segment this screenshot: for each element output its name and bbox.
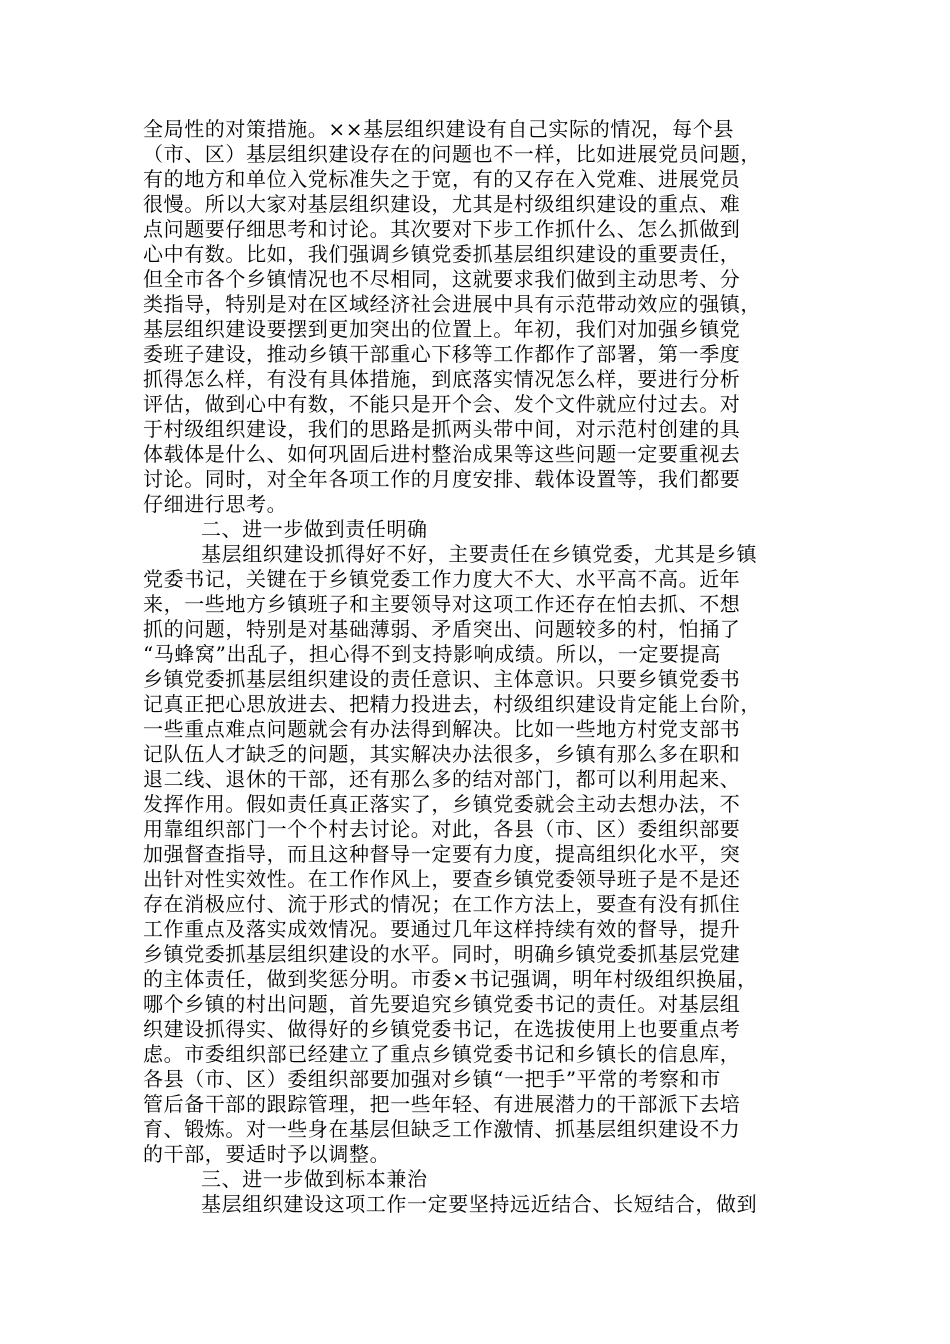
paragraph-line: 发挥作用。假如责任真正落实了，乡镇党委就会主动去想办法，不 — [143, 792, 741, 816]
paragraph-line: 仔细进行思考。 — [143, 492, 288, 516]
paragraph-line: 很慢。所以大家对基层组织建设，尤其是村级组织建设的重点、难 — [143, 192, 741, 216]
paragraph-line: 抓的问题，特别是对基础薄弱、矛盾突出、问题较多的村，怕捅了 — [143, 617, 741, 641]
paragraph-line: 的主体责任，做到奖惩分明。市委×书记强调，明年村级组织换届， — [143, 967, 758, 991]
paragraph-line: 有的地方和单位入党标准失之于宽，有的又存在入党难、进展党员 — [143, 167, 741, 191]
paragraph-line: 的干部，要适时予以调整。 — [143, 1142, 391, 1166]
paragraph-line: 基层组织建设要摆到更加突出的位置上。年初，我们对加强乡镇党 — [143, 317, 741, 341]
paragraph-line: 用靠组织部门一个个村去讨论。对此，各县（市、区）委组织部要 — [143, 817, 741, 841]
paragraph-line: 存在消极应付、流于形式的情况；在工作方法上，要查有没有抓住 — [143, 892, 741, 916]
paragraph-line: 乡镇党委抓基层组织建设的责任意识、主体意识。只要乡镇党委书 — [143, 667, 741, 691]
paragraph-line: 出针对性实效性。在工作作风上，要查乡镇党委领导班子是不是还 — [143, 867, 741, 891]
paragraph-line: 体载体是什么、如何巩固后进村整治成果等这些问题一定要重视去 — [143, 442, 741, 466]
paragraph-line: 基层组织建设抓得好不好，主要责任在乡镇党委，尤其是乡镇 — [201, 542, 758, 566]
paragraph-line: 讨论。同时，对全年各项工作的月度安排、载体设置等，我们都要 — [143, 467, 741, 491]
paragraph-line: 工作重点及落实成效情况。要通过几年这样持续有效的督导，提升 — [143, 917, 741, 941]
paragraph-line: 但全市各个乡镇情况也不尽相同，这就要求我们做到主动思考、分 — [143, 267, 741, 291]
section-heading: 三、进一步做到标本兼治 — [201, 1167, 428, 1191]
paragraph-line: 哪个乡镇的村出问题，首先要追究乡镇党委书记的责任。对基层组 — [143, 992, 741, 1016]
paragraph-line: 评估，做到心中有数，不能只是开个会、发个文件就应付过去。对 — [143, 392, 741, 416]
paragraph-line: 育、锻炼。对一些身在基层但缺乏工作激情、抓基层组织建设不力 — [143, 1117, 741, 1141]
paragraph-line: 记队伍人才缺乏的问题，其实解决办法很多，乡镇有那么多在职和 — [143, 742, 741, 766]
paragraph-line: 抓得怎么样，有没有具体措施，到底落实情况怎么样，要进行分析 — [143, 367, 741, 391]
paragraph-line: 心中有数。比如，我们强调乡镇党委抓基层组织建设的重要责任， — [143, 242, 741, 266]
paragraph-line: 委班子建设，推动乡镇干部重心下移等工作都作了部署，第一季度 — [143, 342, 741, 366]
paragraph-line: 一些重点难点问题就会有办法得到解决。比如一些地方村党支部书 — [143, 717, 741, 741]
paragraph-line: 退二线、退休的干部，还有那么多的结对部门，都可以利用起来、 — [143, 767, 741, 791]
paragraph-line: 各县（市、区）委组织部要加强对乡镇“一把手”平常的考察和市 — [143, 1067, 721, 1091]
paragraph-line: “马蜂窝”出乱子，担心得不到支持影响成绩。所以，一定要提高 — [143, 642, 721, 666]
section-heading: 二、进一步做到责任明确 — [201, 517, 428, 541]
paragraph-line: 虑。市委组织部已经建立了重点乡镇党委书记和乡镇长的信息库， — [143, 1042, 741, 1066]
paragraph-line: 基层组织建设这项工作一定要坚持远近结合、长短结合，做到 — [201, 1192, 758, 1216]
document-body — [143, 117, 807, 1217]
paragraph-line: 于村级组织建设，我们的思路是抓两头带中间，对示范村创建的具 — [143, 417, 741, 441]
paragraph-line: 点问题要仔细思考和讨论。其次要对下步工作抓什么、怎么抓做到 — [143, 217, 741, 241]
paragraph-line: 加强督查指导，而且这种督导一定要有力度，提高组织化水平，突 — [143, 842, 741, 866]
paragraph-line: 党委书记，关键在于乡镇党委工作力度大不大、水平高不高。近年 — [143, 567, 741, 591]
paragraph-line: 织建设抓得实、做得好的乡镇党委书记，在选拔使用上也要重点考 — [143, 1017, 741, 1041]
paragraph-line: 记真正把心思放进去、把精力投进去，村级组织建设肯定能上台阶， — [143, 692, 761, 716]
paragraph-line: 来，一些地方乡镇班子和主要领导对这项工作还存在怕去抓、不想 — [143, 592, 741, 616]
paragraph-line: （市、区）基层组织建设存在的问题也不一样，比如进展党员问题， — [143, 142, 761, 166]
paragraph-line: 类指导，特别是对在区域经济社会进展中具有示范带动效应的强镇， — [143, 292, 761, 316]
paragraph-line: 全局性的对策措施。××基层组织建设有自己实际的情况，每个县 — [143, 117, 734, 141]
paragraph-line: 乡镇党委抓基层组织建设的水平。同时，明确乡镇党委抓基层党建 — [143, 942, 741, 966]
paragraph-line: 管后备干部的跟踪管理，把一些年轻、有进展潜力的干部派下去培 — [143, 1092, 741, 1116]
